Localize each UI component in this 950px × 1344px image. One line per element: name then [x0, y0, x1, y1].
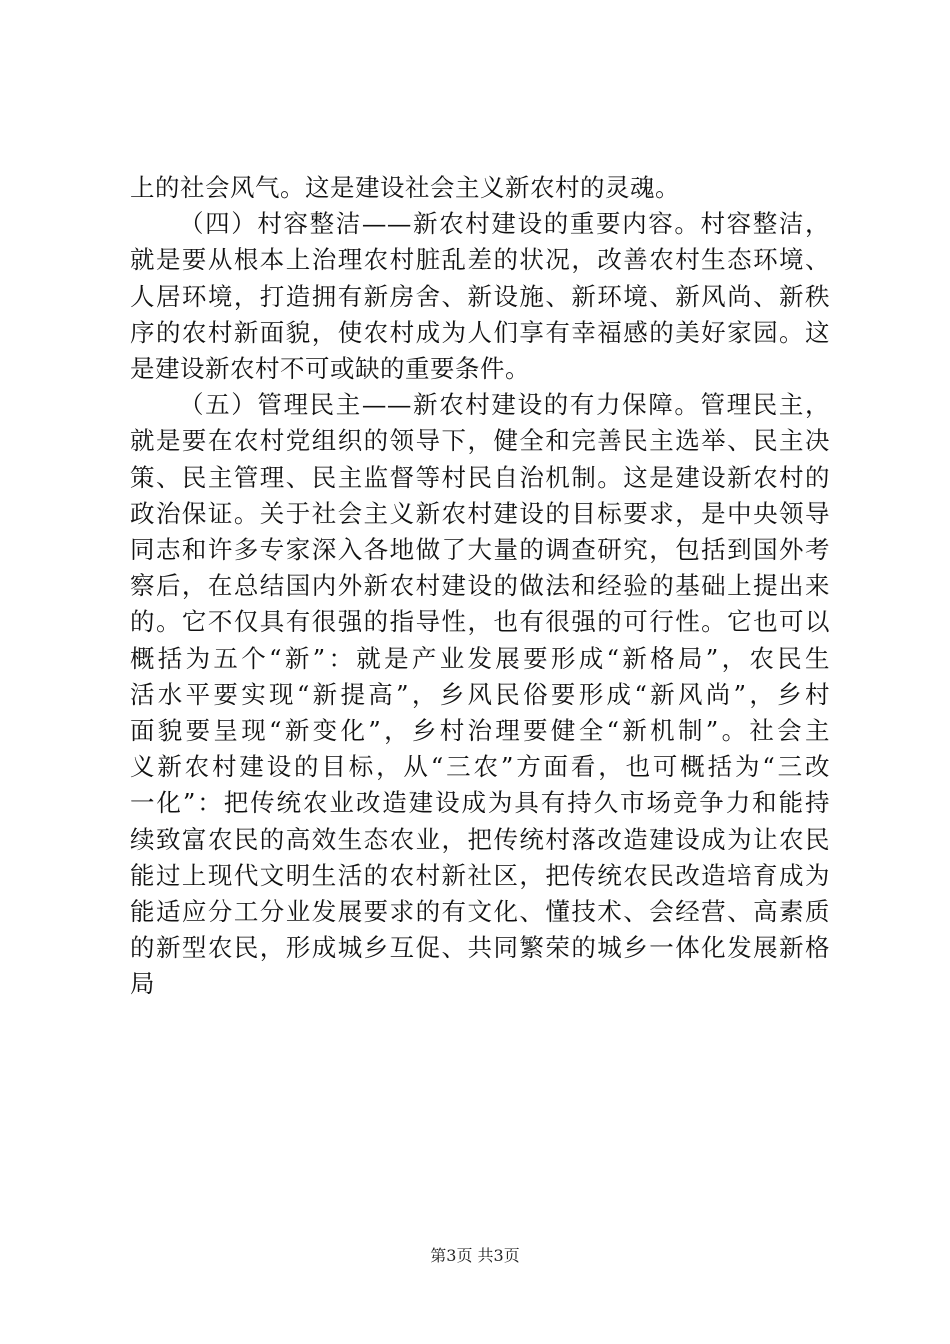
text-line: （五）管理民主——新农村建设的有力保障。管理民主，	[179, 390, 830, 420]
text-line: 就是要在农村党组织的领导下，健全和完善民主选举、民主决	[130, 426, 830, 456]
text-line: 能适应分工分业发展要求的有文化、懂技术、会经营、高素质	[130, 897, 830, 927]
text-line: 活水平要实现“新提高”，乡风民俗要形成“新风尚”，乡村	[130, 679, 830, 709]
text-line: 续致富农民的高效生态农业，把传统村落改造建设成为让农民	[130, 824, 830, 854]
text-line: （四）村容整洁——新农村建设的重要内容。村容整洁，	[179, 209, 830, 239]
page-number-footer: 第3页 共3页	[430, 1246, 520, 1265]
text-line: 的新型农民，形成城乡互促、共同繁荣的城乡一体化发展新格	[130, 933, 830, 963]
text-line: 义新农村建设的目标，从“三农”方面看，也可概括为“三改	[130, 752, 830, 782]
text-line: 同志和许多专家深入各地做了大量的调查研究，包括到国外考	[130, 535, 830, 565]
text-line: 上的社会风气。这是建设社会主义新农村的灵魂。	[130, 173, 680, 202]
text-line: 能过上现代文明生活的农村新社区，把传统农民改造培育成为	[130, 860, 830, 890]
document-body-text	[130, 170, 830, 1003]
text-line: 政治保证。关于社会主义新农村建设的目标要求，是中央领导	[130, 498, 830, 528]
text-line: 人居环境，打造拥有新房舍、新设施、新环境、新风尚、新秩	[130, 281, 830, 311]
text-line: 就是要从根本上治理农村脏乱差的状况，改善农村生态环境、	[130, 245, 830, 275]
text-line: 策、民主管理、民主监督等村民自治机制。这是建设新农村的	[130, 462, 830, 492]
text-line: 的。它不仅具有很强的指导性，也有很强的可行性。它也可以	[130, 607, 830, 637]
text-line: 面貌要呈现“新变化”，乡村治理要健全“新机制”。社会主	[130, 716, 830, 746]
text-line: 局	[130, 969, 155, 999]
text-line: 察后，在总结国内外新农村建设的做法和经验的基础上提出来	[130, 571, 830, 601]
text-line: 概括为五个“新”：就是产业发展要形成“新格局”，农民生	[130, 643, 830, 673]
text-line: 是建设新农村不可或缺的重要条件。	[130, 354, 530, 384]
text-line: 一化”：把传统农业改造建设成为具有持久市场竞争力和能持	[130, 788, 830, 818]
text-line: 序的农村新面貌，使农村成为人们享有幸福感的美好家园。这	[130, 317, 830, 347]
